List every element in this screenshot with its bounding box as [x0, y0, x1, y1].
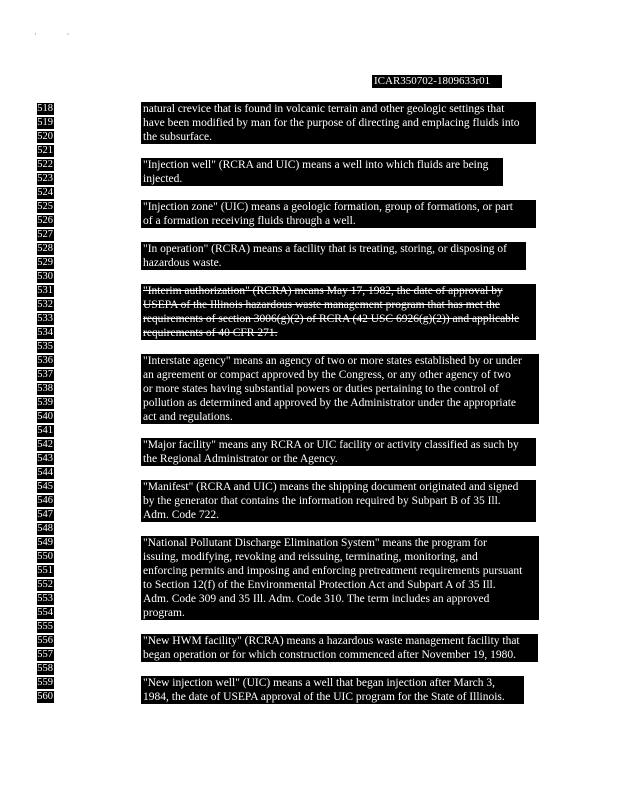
line-number: 544 — [37, 467, 53, 478]
text-line: hazardous waste. — [141, 256, 526, 270]
line-number: 518 — [37, 103, 53, 114]
text-line: program. — [141, 606, 539, 620]
line-number: 519 — [37, 117, 53, 128]
line-number: 550 — [37, 551, 53, 562]
line-number: 521 — [37, 145, 53, 156]
struck-text-line: "Interim authorization" (RCRA) means May 17, 1982, the date of approval by — [141, 284, 536, 298]
line-number: 539 — [37, 397, 53, 408]
line-number: 558 — [37, 663, 53, 674]
line-number: 546 — [37, 495, 53, 506]
text-line: or more states having substantial powers or duties pertaining to the control of — [141, 382, 539, 396]
document-id: ICAR350702-1809633r01 — [372, 75, 502, 88]
text-line: have been modified by man for the purpose of directing and emplacing fluids into — [141, 116, 536, 130]
line-number: 556 — [37, 635, 53, 646]
text-line: issuing, modifying, revoking and reissuing, terminating, monitoring, and — [141, 550, 539, 564]
text-line: "Injection well" (RCRA and UIC) means a well into which fluids are being — [141, 158, 503, 172]
line-number: 543 — [37, 453, 53, 464]
text-line: "New HWM facility" (RCRA) means a hazardous waste management facility that — [141, 634, 538, 648]
line-number: 538 — [37, 383, 53, 394]
text-line: the subsurface. — [141, 130, 536, 144]
line-number: 557 — [37, 649, 53, 660]
text-line: of a formation receiving fluids through a well. — [141, 214, 536, 228]
line-number: 541 — [37, 425, 53, 436]
line-number: 534 — [37, 327, 53, 338]
text-line: injected. — [141, 172, 503, 186]
line-number: 523 — [37, 173, 53, 184]
line-number: 530 — [37, 271, 53, 282]
text-line: an agreement or compact approved by the Congress, or any other agency of two — [141, 368, 539, 382]
line-number: 555 — [37, 621, 53, 632]
line-number: 549 — [37, 537, 53, 548]
line-number: 554 — [37, 607, 53, 618]
line-number: 522 — [37, 159, 53, 170]
line-number: 535 — [37, 341, 53, 352]
text-line: enforcing permits and imposing and enforcing pretreatment requirements pursuant — [141, 564, 539, 578]
line-number: 548 — [37, 523, 53, 534]
line-number: 537 — [37, 369, 53, 380]
line-number: 536 — [37, 355, 53, 366]
scan-speck-marks: ·· — [34, 30, 100, 39]
text-line: began operation or for which construction commenced after November 19, 1980. — [141, 648, 538, 662]
text-line: Adm. Code 722. — [141, 508, 536, 522]
text-line: to Section 12(f) of the Environmental Protection Act and Subpart A of 35 Ill. — [141, 578, 539, 592]
text-line: "Major facility" means any RCRA or UIC facility or activity classified as such by — [141, 438, 536, 452]
line-number: 527 — [37, 229, 53, 240]
line-number: 525 — [37, 201, 53, 212]
line-number: 526 — [37, 215, 53, 226]
line-number: 553 — [37, 593, 53, 604]
line-number: 529 — [37, 257, 53, 268]
line-number: 532 — [37, 299, 53, 310]
text-line: "National Pollutant Discharge Elimination System" means the program for — [141, 536, 539, 550]
line-number: 528 — [37, 243, 53, 254]
line-number: 542 — [37, 439, 53, 450]
text-line: natural crevice that is found in volcanic terrain and other geologic settings that — [141, 102, 536, 116]
text-line: pollution as determined and approved by the Administrator under the appropriate — [141, 396, 539, 410]
line-number: 540 — [37, 411, 53, 422]
text-line: "In operation" (RCRA) means a facility that is treating, storing, or disposing of — [141, 242, 526, 256]
struck-text-line: requirements of section 3006(g)(2) of RCRA (42 USC 6926(g)(2)) and applicable — [141, 312, 536, 326]
line-number: 545 — [37, 481, 53, 492]
text-line: by the generator that contains the information required by Subpart B of 35 Ill. — [141, 494, 536, 508]
line-number: 524 — [37, 187, 53, 198]
line-number: 531 — [37, 285, 53, 296]
line-number: 547 — [37, 509, 53, 520]
line-number: 520 — [37, 131, 53, 142]
text-line: "Injection zone" (UIC) means a geologic formation, group of formations, or part — [141, 200, 536, 214]
line-number: 552 — [37, 579, 53, 590]
text-line: "Manifest" (RCRA and UIC) means the shipping document originated and signed — [141, 480, 536, 494]
struck-text-line: USEPA of the Illinois hazardous waste management program that has met the — [141, 298, 536, 312]
text-line: act and regulations. — [141, 410, 539, 424]
text-line: "Interstate agency" means an agency of two or more states established by or under — [141, 354, 539, 368]
struck-text-line: requirements of 40 CFR 271. — [141, 326, 536, 340]
text-line: Adm. Code 309 and 35 Ill. Adm. Code 310. The term includes an approved — [141, 592, 539, 606]
text-line: the Regional Administrator or the Agency. — [141, 452, 536, 466]
text-line: "New injection well" (UIC) means a well that began injection after March 3, — [141, 676, 524, 690]
text-line: 1984, the date of USEPA approval of the UIC program for the State of Illinois. — [141, 690, 524, 704]
line-number: 559 — [37, 677, 53, 688]
line-number: 551 — [37, 565, 53, 576]
line-number: 560 — [37, 691, 53, 702]
line-number: 533 — [37, 313, 53, 324]
